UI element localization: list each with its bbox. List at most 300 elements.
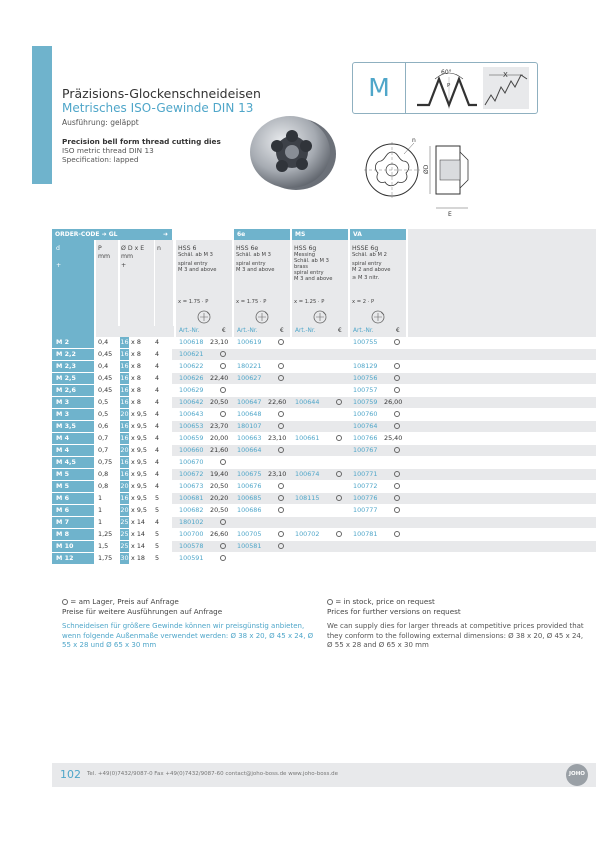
thread-type-box	[352, 62, 538, 114]
pitch: 0,7	[98, 434, 109, 442]
in-stock-circle-icon	[220, 517, 226, 528]
euro-label: €	[396, 328, 400, 334]
material-formula: x = 1.75 · P	[178, 299, 209, 305]
in-stock-circle-icon	[394, 361, 400, 372]
die-thickness: x 9,5	[131, 446, 147, 454]
material-line: brass	[294, 264, 309, 270]
sub-header-4	[350, 326, 406, 337]
material-formula: x = 1.25 · P	[294, 299, 325, 305]
price: 20,20	[210, 494, 229, 502]
thread-size: M 3	[52, 409, 94, 420]
table-row	[52, 337, 596, 348]
od-label: ØD	[423, 164, 430, 174]
page-number: 102	[60, 768, 81, 781]
table-row	[52, 433, 596, 444]
legend-de-line2: Preise für weitere Ausführungen auf Anfrage	[62, 607, 223, 616]
table-row	[52, 481, 596, 492]
article-number: 100648	[237, 410, 262, 418]
article-number: 100759	[353, 398, 378, 406]
die-thickness: x 8	[131, 386, 141, 394]
pitch: 0,4	[98, 362, 109, 370]
in-stock-circle-icon	[220, 553, 226, 564]
price: 20,50	[210, 398, 229, 406]
flute-count: 5	[155, 530, 160, 538]
die-thickness: x 14	[131, 518, 145, 526]
note-english: We can supply dies for larger threads at competitive prices provided that they conform to the following external dimensions: Ø 38 x 20, Ø 45 x 24, Ø 55 x 28 and Ø 65 x 30 mm	[327, 622, 584, 649]
side-tab-label: M	[25, 169, 35, 178]
pitch: 0,5	[98, 398, 109, 406]
in-stock-circle-icon	[394, 445, 400, 456]
table-row	[52, 397, 596, 408]
price: 23,10	[210, 338, 229, 346]
article-number: 108129	[353, 362, 378, 370]
material-line: M 2 and above	[352, 267, 391, 273]
in-stock-circle-icon	[336, 469, 342, 480]
in-stock-circle-icon	[220, 385, 226, 396]
table-row	[52, 469, 596, 480]
in-stock-circle-icon	[336, 433, 342, 444]
header-filler-2	[408, 240, 596, 326]
price: 20,50	[210, 506, 229, 514]
sub-header-3	[292, 326, 348, 337]
legend-de-line1: = am Lager, Preis auf Anfrage	[70, 597, 179, 606]
in-stock-circle-icon	[278, 481, 284, 492]
article-number: 100621	[179, 350, 204, 358]
side-tab	[25, 46, 52, 184]
flute-count: 4	[155, 362, 160, 370]
article-number: 100757	[353, 386, 378, 394]
outer-diameter: 20	[120, 482, 129, 490]
note-german: Schneideisen für größere Gewinde können wir preisgünstig anbieten, wenn folgende Außenmaße verwendet werden: Ø 38 x 20, Ø 45 x 24, Ø 55 x 28 und Ø 65 x 30 mm	[62, 622, 314, 649]
outer-diameter: 16	[120, 338, 129, 346]
article-number: 100776	[353, 494, 378, 502]
article-number: 180107	[237, 422, 262, 430]
material-line: spiral entry	[294, 270, 324, 276]
group-6e: 6e	[234, 229, 290, 240]
article-number: 100619	[237, 338, 262, 346]
article-number: 100766	[353, 434, 378, 442]
pitch: 0,8	[98, 482, 109, 490]
article-number: 100771	[353, 470, 378, 478]
outer-diameter: 20	[120, 506, 129, 514]
article-number: 100618	[179, 338, 204, 346]
pitch: 0,45	[98, 374, 113, 382]
die-thickness: x 14	[131, 530, 145, 538]
in-stock-circle-icon	[278, 541, 284, 552]
col-n-header	[155, 240, 173, 326]
article-number: 100647	[237, 398, 262, 406]
article-number: 100622	[179, 362, 204, 370]
table-row	[52, 349, 596, 360]
article-number: 100702	[295, 530, 320, 538]
pitch: 0,45	[98, 350, 113, 358]
col-p-header	[96, 240, 118, 326]
spiral-entry-icon	[196, 309, 212, 325]
group-va: VA	[350, 229, 406, 240]
outer-diameter: 16	[120, 494, 129, 502]
col-dim-label: Ø D x E	[121, 245, 145, 252]
thread-size: M 10	[52, 541, 94, 552]
flute-count: 4	[155, 422, 160, 430]
spec-note: Ausführung: geläppt	[62, 118, 139, 127]
in-stock-circle-icon	[394, 337, 400, 348]
flute-count: 5	[155, 494, 160, 502]
flute-count: 4	[155, 386, 160, 394]
thread-size: M 4	[52, 445, 94, 456]
table-row	[52, 373, 596, 384]
sub-spacer	[96, 326, 174, 337]
pitch: 0,75	[98, 458, 113, 466]
group-ms: MS	[292, 229, 348, 240]
outer-diameter: 16	[120, 386, 129, 394]
article-number: 100644	[295, 398, 320, 406]
outer-diameter: 25	[120, 518, 129, 526]
pitch: 1	[98, 518, 103, 526]
article-number: 100705	[237, 530, 262, 538]
in-stock-circle-icon	[278, 361, 284, 372]
table-row	[52, 385, 596, 396]
flute-count: 4	[155, 470, 160, 478]
legend-german	[62, 597, 222, 617]
in-stock-circle-icon	[394, 385, 400, 396]
in-stock-circle-icon	[278, 493, 284, 504]
die-thickness: x 9,5	[131, 494, 147, 502]
thread-size: M 5	[52, 469, 94, 480]
flute-count: 4	[155, 398, 160, 406]
outer-diameter: 20	[120, 410, 129, 418]
outer-diameter: 30	[120, 554, 129, 562]
thread-size: M 12	[52, 553, 94, 564]
article-number: 100643	[179, 410, 204, 418]
art-label: Art.-Nr.	[353, 328, 374, 334]
thread-size: M 6	[52, 505, 94, 516]
in-stock-circle-icon	[394, 421, 400, 432]
in-stock-circle-icon	[220, 409, 226, 420]
euro-label: €	[338, 328, 342, 334]
article-number: 100777	[353, 506, 378, 514]
article-number: 100661	[295, 434, 320, 442]
material-line: Schäl. ab M 3	[294, 258, 329, 264]
in-stock-circle-icon	[394, 409, 400, 420]
flute-count: 5	[155, 542, 160, 550]
table-row	[52, 529, 596, 540]
thread-profile-icon	[411, 65, 531, 111]
thread-size: M 3,5	[52, 421, 94, 432]
table-row	[52, 505, 596, 516]
thread-size: M 2,5	[52, 373, 94, 384]
pitch: 1,5	[98, 542, 109, 550]
article-number: 100591	[179, 554, 204, 562]
table-row	[52, 493, 596, 504]
outer-diameter: 16	[120, 470, 129, 478]
table-row	[52, 457, 596, 468]
article-number: 100626	[179, 374, 204, 382]
outer-diameter: 16	[120, 350, 129, 358]
thread-size: M 3	[52, 397, 94, 408]
page-title: Präzisions-Glockenschneideisen	[62, 86, 261, 101]
art-label: Art.-Nr.	[295, 328, 316, 334]
pitch: 1,75	[98, 554, 113, 562]
price: 23,70	[210, 422, 229, 430]
outer-diameter: 25	[120, 530, 129, 538]
contact-info: Tel. +49(0)7432/9087-0 Fax +49(0)7432/9087-60 contact@joho-boss.de www.joho-boss.de	[87, 771, 338, 777]
n-label: n	[412, 137, 416, 144]
euro-label: €	[280, 328, 284, 334]
price: 26,00	[384, 398, 403, 406]
in-stock-circle-icon	[220, 457, 226, 468]
euro-label: €	[222, 328, 226, 334]
article-number: 100686	[237, 506, 262, 514]
thread-size: M 2,3	[52, 361, 94, 372]
article-number: 100660	[179, 446, 204, 454]
col-dim-header	[120, 240, 154, 326]
article-number: 100663	[237, 434, 262, 442]
table-row	[52, 409, 596, 420]
material-line: Schäl. ab M 2	[352, 252, 387, 258]
article-number: 100700	[179, 530, 204, 538]
flute-count: 4	[155, 446, 160, 454]
thread-pitch-label: P	[447, 83, 451, 89]
thread-size: M 2,6	[52, 385, 94, 396]
die-thickness: x 9,5	[131, 434, 147, 442]
in-stock-circle-icon	[394, 481, 400, 492]
in-stock-circle-icon	[220, 361, 226, 372]
die-technical-drawing	[360, 130, 490, 220]
pitch: 1,25	[98, 530, 113, 538]
flute-count: 4	[155, 350, 160, 358]
pitch: 0,5	[98, 410, 109, 418]
material-line: Schäl. ab M 3	[236, 252, 271, 258]
die-thickness: x 8	[131, 338, 141, 346]
die-thickness: x 18	[131, 554, 145, 562]
table-row	[52, 517, 596, 528]
in-stock-circle-icon	[394, 493, 400, 504]
material-name: HSS 6e	[236, 245, 259, 252]
flute-count: 4	[155, 482, 160, 490]
in-stock-circle-icon	[394, 505, 400, 516]
material-line: M 3 and above	[236, 267, 275, 273]
flute-count: 4	[155, 410, 160, 418]
outer-diameter: 16	[120, 362, 129, 370]
material-line: ≥ M 3 nitr.	[352, 275, 380, 281]
in-stock-circle-icon	[394, 373, 400, 384]
pitch: 1	[98, 506, 103, 514]
table-row	[52, 553, 596, 564]
article-number: 100653	[179, 422, 204, 430]
price: 23,10	[268, 470, 287, 478]
price: 22,40	[210, 374, 229, 382]
thread-size: M 4	[52, 433, 94, 444]
die-thickness: x 8	[131, 362, 141, 370]
die-thickness: x 9,5	[131, 410, 147, 418]
price: 23,10	[268, 434, 287, 442]
in-stock-circle-icon	[336, 529, 342, 540]
article-number: 100760	[353, 410, 378, 418]
material-name: HSSE 6g	[352, 245, 379, 252]
die-thickness: x 9,5	[131, 422, 147, 430]
art-label: Art.-Nr.	[237, 328, 258, 334]
col-dim-unit: mm	[121, 253, 134, 260]
outer-diameter: 16	[120, 374, 129, 382]
thread-size: M 6	[52, 493, 94, 504]
flute-count: 4	[155, 458, 160, 466]
pitch: 0,8	[98, 470, 109, 478]
thread-size: M 4,5	[52, 457, 94, 468]
thread-angle: 60°	[441, 69, 452, 76]
thread-size: M 2	[52, 337, 94, 348]
table-row	[52, 445, 596, 456]
in-stock-circle-icon	[278, 445, 284, 456]
col-dim-plus: +	[121, 262, 127, 269]
material-name: HSS 6	[178, 245, 197, 252]
col-d-label: d	[56, 245, 60, 252]
in-stock-circle-icon	[336, 493, 342, 504]
article-number: 100674	[295, 470, 320, 478]
header-filler	[408, 229, 596, 240]
spiral-entry-icon	[254, 309, 270, 325]
in-stock-circle-icon	[278, 421, 284, 432]
flute-count: 4	[155, 518, 160, 526]
outer-diameter: 25	[120, 542, 129, 550]
in-stock-circle-icon	[327, 599, 333, 605]
thread-size: M 7	[52, 517, 94, 528]
article-number: 100675	[237, 470, 262, 478]
col-p-label: P	[98, 245, 102, 252]
order-code-arrow: ➜	[162, 231, 168, 238]
flute-count: 5	[155, 506, 160, 514]
material-formula: x = 1.75 · P	[236, 299, 267, 305]
footer	[52, 763, 596, 787]
die-thickness: x 8	[131, 350, 141, 358]
price: 26,60	[210, 530, 229, 538]
material-line: spiral entry	[352, 261, 382, 267]
price: 22,60	[268, 398, 287, 406]
e-label: E	[448, 211, 452, 218]
order-code-label: ORDER-CODE ➜ GL	[55, 231, 118, 238]
in-stock-circle-icon	[278, 529, 284, 540]
subtitle-english: ISO metric thread DIN 13	[62, 146, 154, 155]
company-logo	[566, 764, 588, 786]
die-photo	[240, 112, 340, 194]
col-d-plus: +	[56, 262, 62, 269]
thread-size: M 2,2	[52, 349, 94, 360]
flute-count: 5	[155, 554, 160, 562]
article-number: 100681	[179, 494, 204, 502]
article-number: 100767	[353, 446, 378, 454]
price: 25,40	[384, 434, 403, 442]
article-number: 100670	[179, 458, 204, 466]
in-stock-circle-icon	[220, 541, 226, 552]
thread-x-label: X	[503, 71, 508, 79]
col-d-header	[52, 240, 94, 326]
spec-english: Specification: lapped	[62, 155, 139, 164]
material-name: HSS 6g	[294, 245, 317, 252]
die-thickness: x 9,5	[131, 458, 147, 466]
article-number: 100755	[353, 338, 378, 346]
outer-diameter: 16	[120, 458, 129, 466]
outer-diameter: 16	[120, 398, 129, 406]
pitch: 0,7	[98, 446, 109, 454]
article-number: 100664	[237, 446, 262, 454]
price: 20,00	[210, 434, 229, 442]
in-stock-circle-icon	[394, 469, 400, 480]
article-number: 100627	[237, 374, 262, 382]
article-number: 100772	[353, 482, 378, 490]
thread-letter: M	[353, 63, 406, 113]
art-label: Art.-Nr.	[179, 328, 200, 334]
article-number: 100581	[237, 542, 262, 550]
page-subtitle: Metrisches ISO-Gewinde DIN 13	[62, 101, 254, 115]
article-number: 100642	[179, 398, 204, 406]
title-english: Precision bell form thread cutting dies	[62, 137, 221, 146]
order-code-bar	[52, 229, 172, 240]
thread-size: M 8	[52, 529, 94, 540]
in-stock-circle-icon	[62, 599, 68, 605]
table-row	[52, 421, 596, 432]
material-line: M 3 and above	[294, 276, 333, 282]
in-stock-circle-icon	[278, 373, 284, 384]
sub-spacer	[52, 326, 94, 337]
in-stock-circle-icon	[220, 349, 226, 360]
die-thickness: x 9,5	[131, 482, 147, 490]
pitch: 0,4	[98, 338, 109, 346]
article-number: 180102	[179, 518, 204, 526]
article-number: 100682	[179, 506, 204, 514]
price: 20,50	[210, 482, 229, 490]
pitch: 0,6	[98, 422, 109, 430]
article-number: 180221	[237, 362, 262, 370]
logo-text: JOHO	[568, 771, 585, 777]
article-number: 100781	[353, 530, 378, 538]
outer-diameter: 16	[120, 434, 129, 442]
pitch: 0,45	[98, 386, 113, 394]
article-number: 100578	[179, 542, 204, 550]
outer-diameter: 20	[120, 446, 129, 454]
die-thickness: x 9,5	[131, 470, 147, 478]
material-line: M 3 and above	[178, 267, 217, 273]
article-number: 100756	[353, 374, 378, 382]
legend-english	[327, 597, 461, 617]
pitch: 1	[98, 494, 103, 502]
material-line: Messing	[294, 252, 316, 258]
article-number: 100685	[237, 494, 262, 502]
material-line: spiral entry	[236, 261, 266, 267]
die-thickness: x 8	[131, 398, 141, 406]
material-line: spiral entry	[178, 261, 208, 267]
flute-count: 4	[155, 434, 160, 442]
article-number: 100672	[179, 470, 204, 478]
die-thickness: x 8	[131, 374, 141, 382]
col-n-label: n	[157, 245, 161, 252]
flute-count: 4	[155, 338, 160, 346]
spiral-entry-icon	[370, 309, 386, 325]
in-stock-circle-icon	[278, 337, 284, 348]
material-line: Schäl. ab M 3	[178, 252, 213, 258]
sub-header-1	[176, 326, 232, 337]
article-number: 100673	[179, 482, 204, 490]
sub-filler	[408, 326, 596, 337]
die-thickness: x 14	[131, 542, 145, 550]
col-p-unit: mm	[98, 253, 111, 260]
table-row	[52, 361, 596, 372]
article-number: 108115	[295, 494, 320, 502]
table-row	[52, 541, 596, 552]
die-thickness: x 9,5	[131, 506, 147, 514]
legend-en-line1: = in stock, price on request	[335, 597, 435, 606]
price: 21,60	[210, 446, 229, 454]
in-stock-circle-icon	[336, 397, 342, 408]
article-number: 100676	[237, 482, 262, 490]
